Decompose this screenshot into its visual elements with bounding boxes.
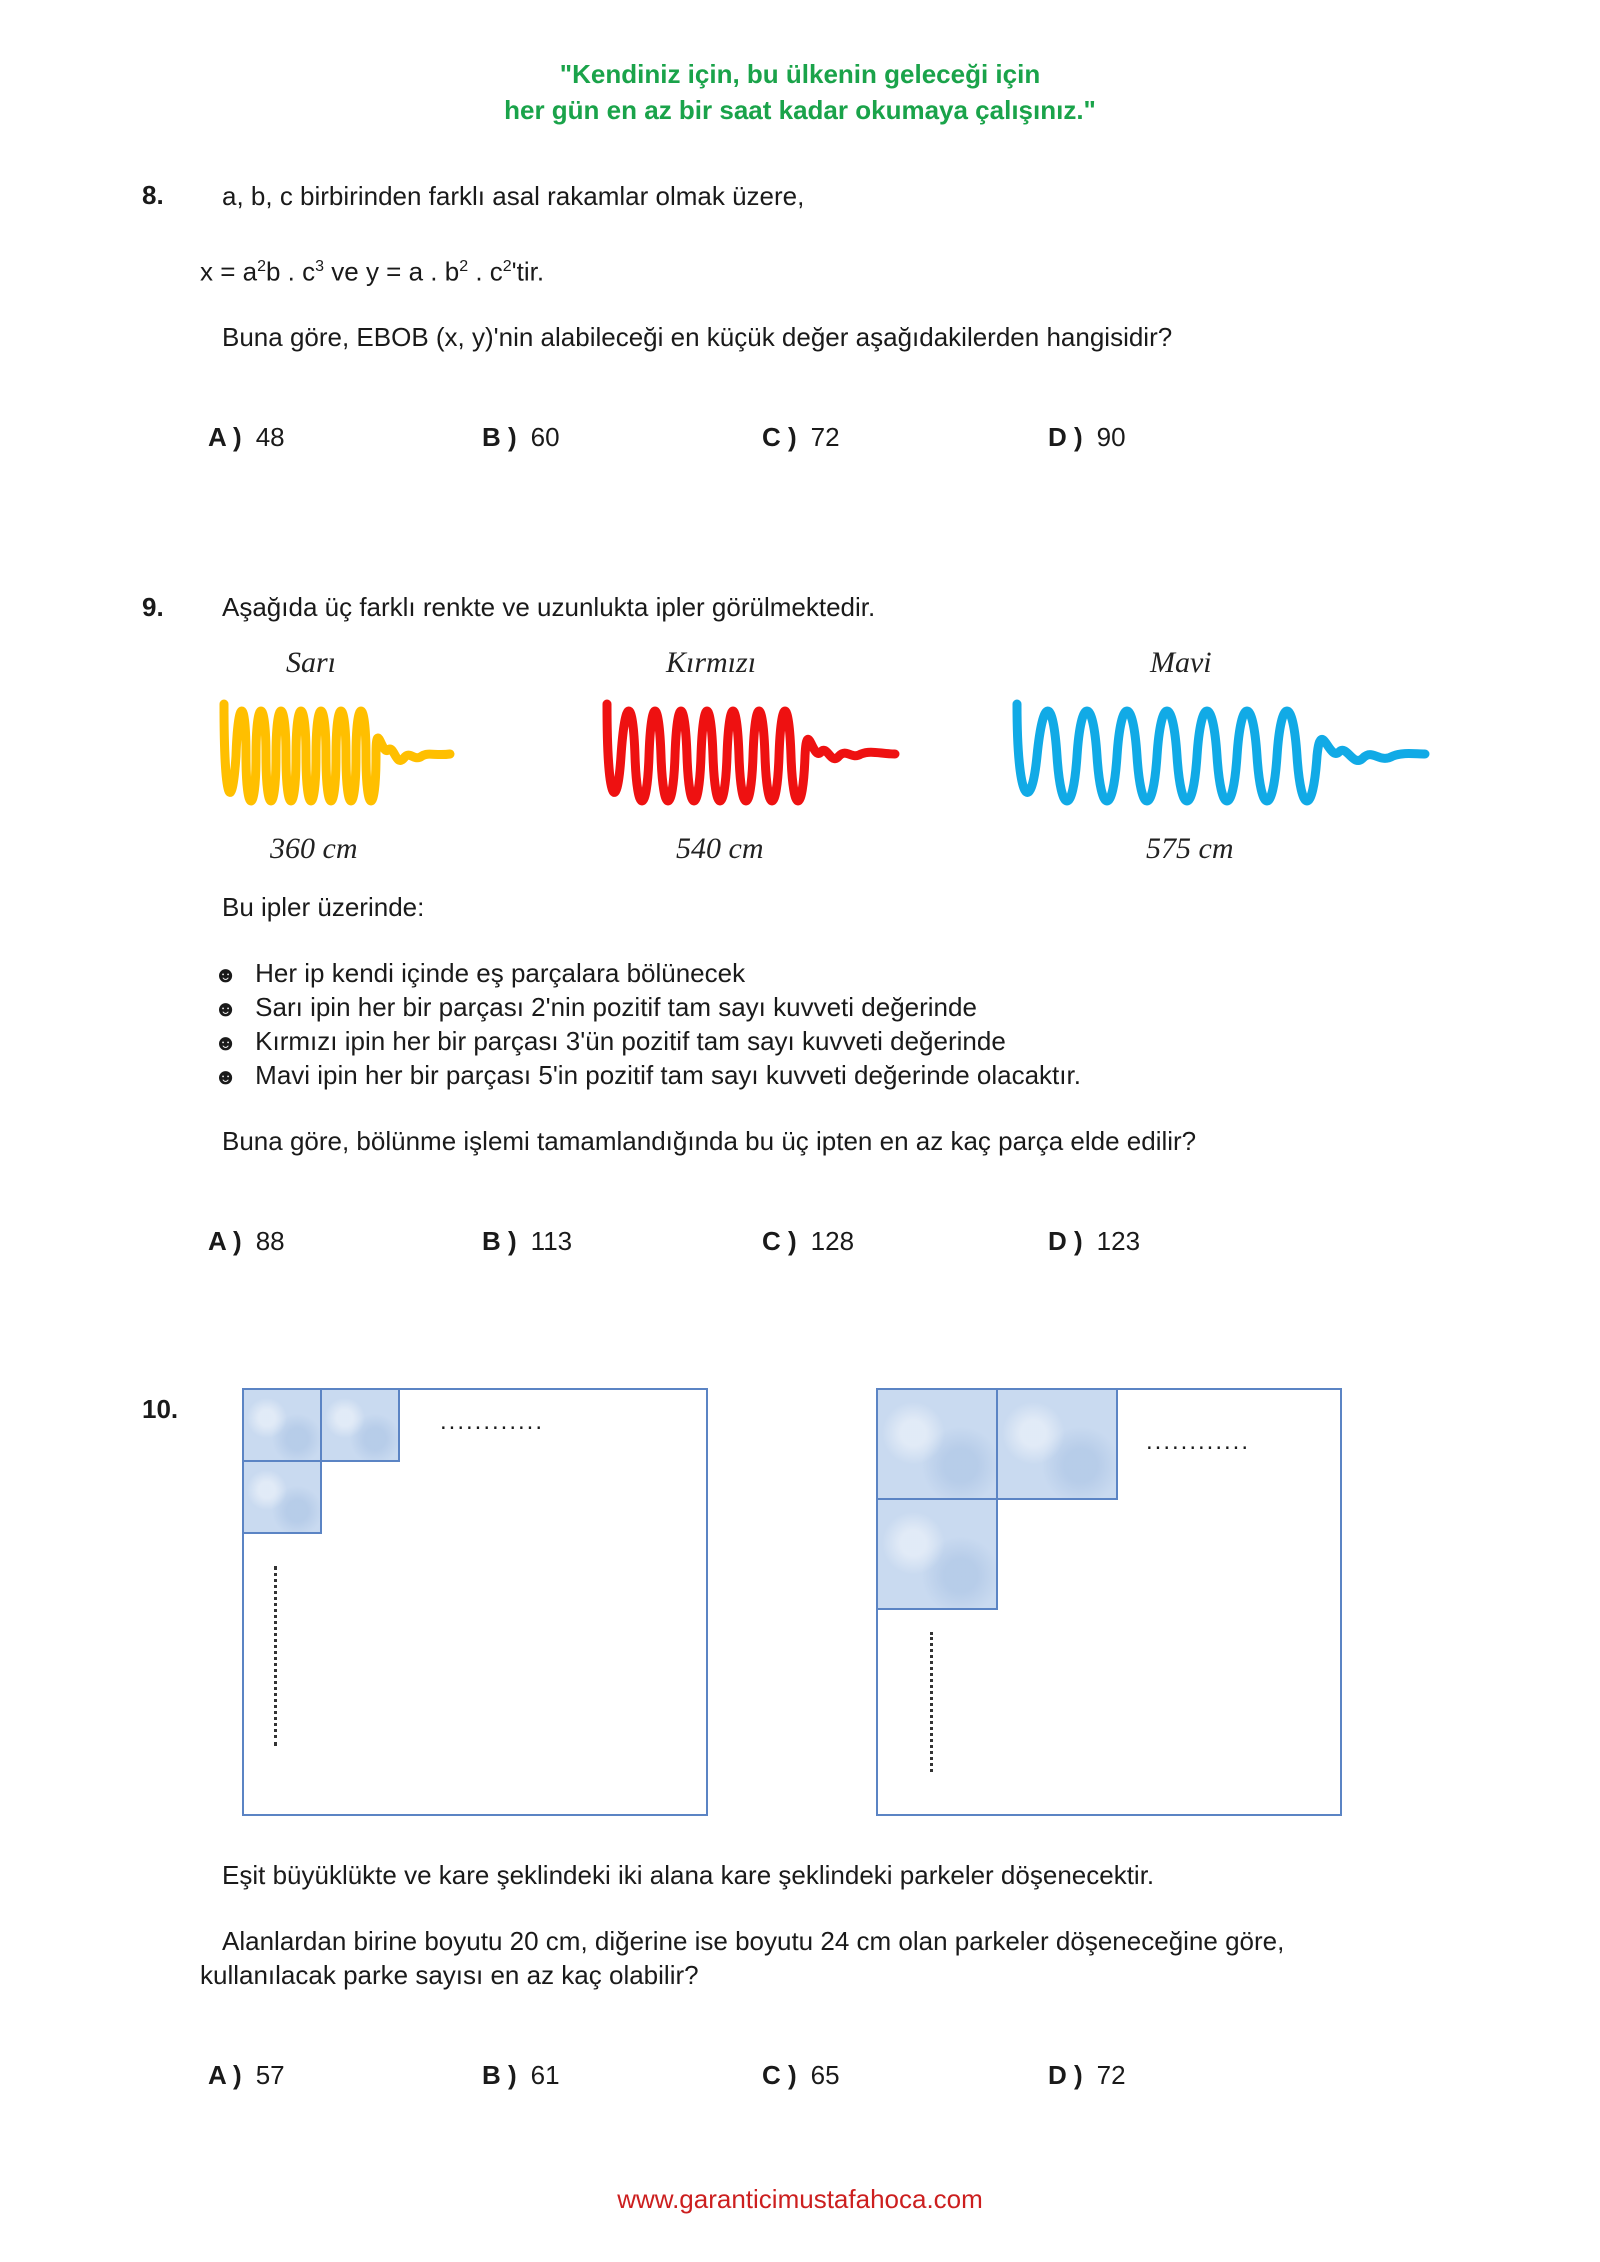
rope-length-sari: 360 cm	[270, 832, 358, 865]
q10-option-c[interactable]: C ) 65	[762, 2060, 840, 2090]
rope-name-kirmizi: Kırmızı	[666, 646, 757, 679]
rope-name-mavi: Mavi	[1150, 646, 1212, 679]
motto-line-1: "Kendiniz için, bu ülkenin geleceği için	[559, 59, 1041, 89]
parquet-tile	[320, 1388, 400, 1462]
smiley-bullet-icon: ☻	[214, 1064, 238, 1089]
horizontal-dots: ............	[440, 1408, 545, 1435]
q8-option-d[interactable]: D ) 90	[1048, 422, 1126, 452]
horizontal-dots: ............	[1146, 1428, 1251, 1455]
question-8-text: Buna göre, EBOB (x, y)'nin alabileceği en küçük değer aşağıdakilerden hangisidir?	[222, 322, 1173, 352]
vertical-dots	[274, 1566, 281, 1746]
parquet-tile	[996, 1388, 1118, 1500]
question-9-text: Buna göre, bölünme işlemi tamamlandığında bu üç ipten en az kaç parça elde edilir?	[222, 1126, 1197, 1156]
parquet-tile	[242, 1460, 322, 1534]
vertical-dots	[930, 1632, 937, 1772]
parquet-tile	[876, 1498, 998, 1610]
yellow-rope-icon	[210, 686, 460, 832]
q10-option-d[interactable]: D ) 72	[1048, 2060, 1126, 2090]
q9-bullet-4: ☻ Mavi ipin her bir parçası 5'in pozitif tam sayı kuvveti değerinde olacaktır.	[214, 1060, 1081, 1090]
q10-option-b[interactable]: B ) 61	[482, 2060, 560, 2090]
q9-option-c[interactable]: C ) 128	[762, 1226, 855, 1256]
question-9-number: 9.	[142, 592, 164, 622]
parquet-tile	[876, 1388, 998, 1500]
question-8-number: 8.	[142, 180, 164, 210]
smiley-bullet-icon: ☻	[214, 996, 238, 1021]
question-9-intro: Aşağıda üç farklı renkte ve uzunlukta ipler görülmektedir.	[222, 592, 876, 622]
q9-option-b[interactable]: B ) 113	[482, 1226, 573, 1256]
question-10-number: 10.	[142, 1394, 179, 1424]
smiley-bullet-icon: ☻	[214, 1030, 238, 1055]
question-10-text-line-1: Alanlardan birine boyutu 20 cm, diğerine ise boyutu 24 cm olan parkeler döşeneceğine göre,	[222, 1926, 1285, 1956]
blue-rope-icon	[1005, 686, 1435, 832]
q8-option-a[interactable]: A ) 48	[208, 422, 285, 452]
q9-bullet-2: ☻ Sarı ipin her bir parçası 2'nin pozitif tam sayı kuvveti değerinde	[214, 992, 977, 1022]
q9-bullet-3: ☻ Kırmızı ipin her bir parçası 3'ün pozitif tam sayı kuvveti değerinde	[214, 1026, 1006, 1056]
red-rope-icon	[595, 686, 905, 832]
q8-option-c[interactable]: C ) 72	[762, 422, 840, 452]
q8-option-b[interactable]: B ) 60	[482, 422, 560, 452]
rope-length-kirmizi: 540 cm	[676, 832, 764, 865]
question-9-on-ropes: Bu ipler üzerinde:	[222, 892, 425, 922]
question-8-intro: a, b, c birbirinden farklı asal rakamlar olmak üzere,	[222, 181, 805, 211]
motto-line-2: her gün en az bir saat kadar okumaya çalışınız."	[504, 95, 1096, 125]
q9-option-d[interactable]: D ) 123	[1048, 1226, 1141, 1256]
footer-website-link[interactable]: www.garanticimustafahoca.com	[617, 2184, 983, 2214]
smiley-bullet-icon: ☻	[214, 962, 238, 987]
q9-option-a[interactable]: A ) 88	[208, 1226, 285, 1256]
question-8-expression: $x = a^2b$ . $c^3$ ve y = a . $b^2$ . $c^2'tir$.	[200, 256, 545, 287]
q10-option-a[interactable]: A ) 57	[208, 2060, 285, 2090]
rope-name-sari: Sarı	[286, 646, 337, 679]
q9-bullet-1: ☻ Her ip kendi içinde eş parçalara bölünecek	[214, 958, 746, 988]
question-10-text-line-2: kullanılacak parke sayısı en az kaç olabilir?	[200, 1960, 699, 1990]
parquet-tile	[242, 1388, 322, 1462]
question-10-statement: Eşit büyüklükte ve kare şeklindeki iki alana kare şeklindeki parkeler döşenecektir.	[222, 1860, 1155, 1890]
rope-length-mavi: 575 cm	[1146, 832, 1234, 865]
